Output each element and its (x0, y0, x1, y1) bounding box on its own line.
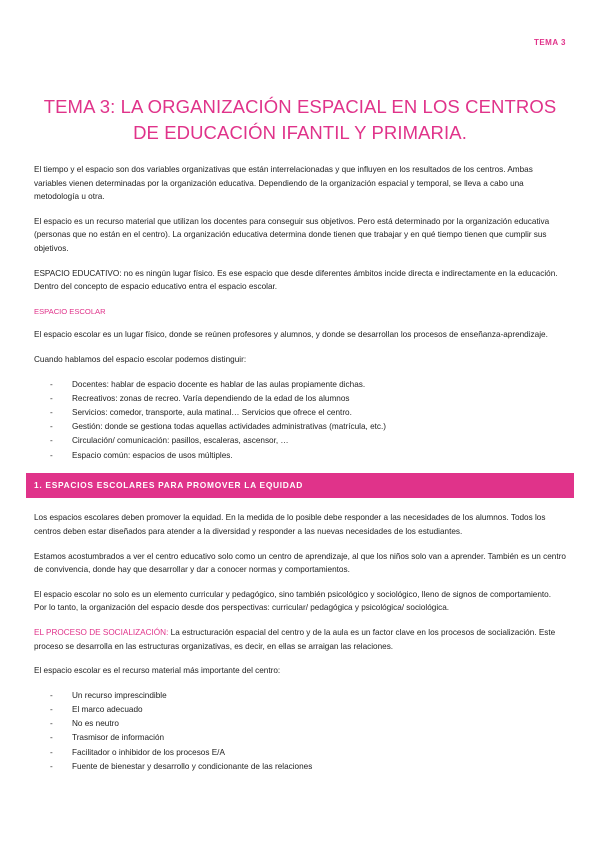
paragraph: Cuando hablamos del espacio escolar podemos distinguir: (34, 354, 247, 364)
list-item: - No es neutro (34, 717, 566, 731)
list-item: - Recreativos: zonas de recreo. Varía dependiendo de la edad de los alumnos (34, 392, 566, 406)
paragraph: El espacio es un recurso material que utilizan los docentes para conseguir sus objetivos. Pero está determinado por la organización educativa (personas que no están en el centro). La organización educativa determina donde tienen que trabajar y en qué tiempo tienen que cumplir sus objetivos. (34, 216, 550, 253)
paragraph: Estamos acostumbrados a ver el centro educativo solo como un centro de aprendizaje, al que los niños solo van a aprender. También es un centro de convivencia, donde hay que desarrollar y dar a conocer normas y comportamientos. (34, 551, 566, 575)
paragraph: Los espacios escolares deben promover la equidad. En la medida de lo posible debe responder a las necesidades de los alumnos. Todos los centros deben estar diseñados para atender a la diversidad y responder a las nuevas necesidades de los estudiantes. (34, 513, 546, 536)
paragraph: El espacio escolar no solo es un elemento curricular y pedagógico, sino también psicológico y sociológico, lleno de signos de comportamiento. Por lo tanto, la organización del espacio desde dos perspectivas: curricular/ pedagógica y psicológica/ sociológica. (34, 589, 552, 613)
paragraph: ESPACIO EDUCATIVO: no es ningún lugar físico. Es ese espacio que desde diferentes ámbitos incide directa e indirectamente en la educación. Dentro del concepto de espacio educativo entra el espacio escolar. (34, 268, 558, 292)
paragraph (34, 626, 566, 653)
espacio-escolar-list (34, 378, 566, 463)
list-item: - Servicios: comedor, transporte, aula matinal… Servicios que ofrece el centro. (34, 406, 566, 420)
header-tag: TEMA 3 (533, 38, 566, 47)
section-heading-1: 1. ESPACIOS ESCOLARES PARA PROMOVER LA EQUIDAD (26, 473, 574, 499)
section-label-espacio-escolar: ESPACIO ESCOLAR (34, 306, 106, 316)
list-item: - Espacio común: espacios de usos múltiples. (34, 449, 566, 463)
list-item: - Docentes: hablar de espacio docente es hablar de las aulas propiamente dichas. (34, 378, 566, 392)
list-item: - Trasmisor de información (34, 731, 566, 745)
content (34, 163, 566, 784)
paragraph: El tiempo y el espacio son dos variables organizativas que están interrelacionadas y que influyen en los resultados de los centros. Ambas variables vienen determinadas por la organización educativa. Dependiendo de la organización espacial y temporal, se lleva a cabo una metodología u otra. (34, 165, 533, 202)
list-item: - Circulación/ comunicación: pasillos, escaleras, ascensor, … (34, 434, 566, 448)
list-item: - Facilitador o inhibidor de los procesos E/A (34, 746, 566, 760)
list-item: - El marco adecuado (34, 703, 566, 717)
list-item: - Fuente de bienestar y desarrollo y condicionante de las relaciones (34, 760, 566, 774)
list-item: - Gestión: donde se gestiona todas aquellas actividades administrativas (matrícula, etc.) (34, 420, 566, 434)
paragraph: El espacio escolar es un lugar físico, donde se reúnen profesores y alumnos, y donde se desarrollan los procesos de enseñanza-aprendizaje. (34, 330, 548, 340)
socializacion-label: EL PROCESO DE SOCIALIZACIÓN: (34, 627, 169, 637)
paragraph: El espacio escolar es el recurso material más importante del centro: (34, 666, 281, 676)
list-item: - Un recurso imprescindible (34, 689, 566, 703)
page-title: TEMA 3: LA ORGANIZACIÓN ESPACIAL EN LOS CENTROS DE EDUCACIÓN IFANTIL Y PRIMARIA. (43, 96, 557, 143)
socializacion-text: La estructuración espacial del centro y de la aula es un factor clave en los procesos de socialización. Este proceso se desarrolla en las estructuras organizativas, es decir, en ellas se arraigan las relaciones. (34, 627, 556, 651)
recurso-material-list (34, 689, 566, 774)
